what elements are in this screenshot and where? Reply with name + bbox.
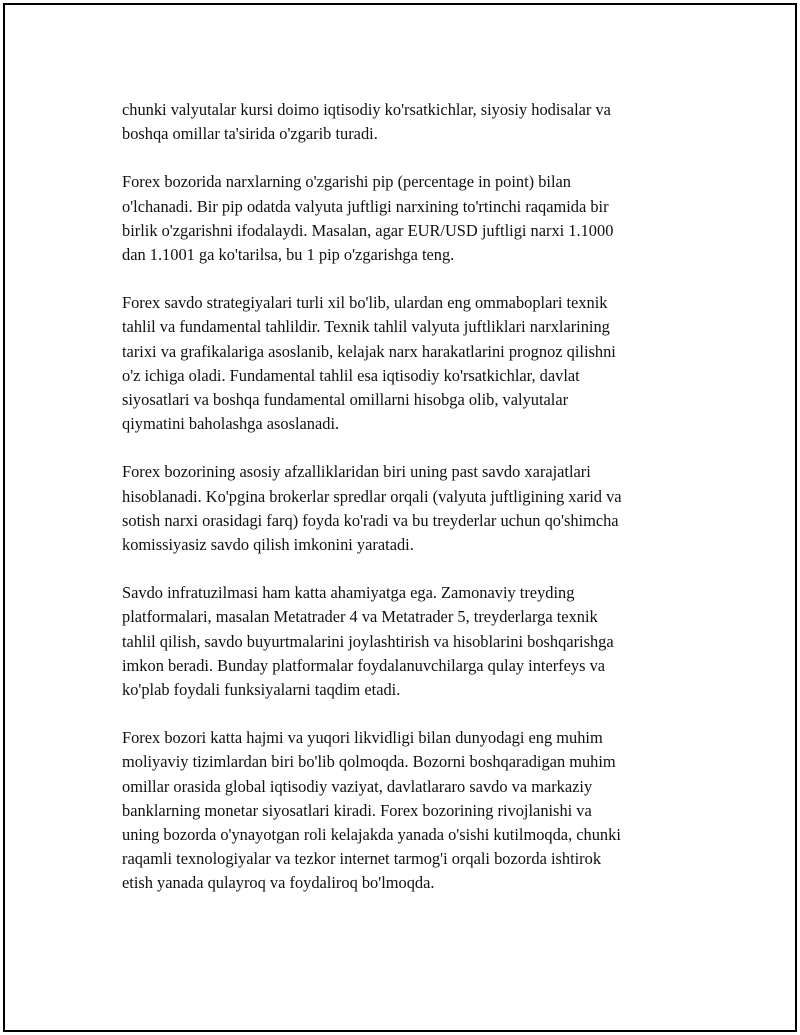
text-line: platformalari, masalan Metatrader 4 va Metatrader 5, treyderlarga texnik [122, 607, 598, 627]
text-line: chunki valyutalar kursi doimo iqtisodiy ko'rsatkichlar, siyosiy hodisalar va [122, 100, 611, 119]
text-line: komissiyasiz savdo qilish imkonini yaratadi. [122, 535, 414, 555]
text-line: Savdo infratuzilmasi ham katta ahamiyatga ega. Zamonaviy treyding [122, 583, 575, 603]
paragraph-4 [122, 460, 692, 557]
text-line: tarixi va grafikalariga asoslanib, kelajak narx harakatlarini prognoz qilishni [122, 341, 616, 361]
paragraph-5 [122, 581, 692, 702]
paragraph-2 [122, 170, 692, 267]
text-line: ko'plab foydali funksiyalarni taqdim etadi. [122, 680, 401, 700]
text-line: o'lchanadi. Bir pip odatda valyuta juftligi narxining to'rtinchi raqamida bir [122, 196, 609, 216]
text-line: tahlil qilish, savdo buyurtmalarini joylashtirish va hisoblarini boshqarishga [122, 631, 614, 651]
text-line: imkon beradi. Bunday platformalar foydalanuvchilarga qulay interfeys va [122, 655, 606, 675]
text-line: hisoblanadi. Ko'pgina brokerlar spredlar orqali (valyuta juftligining xarid va [122, 486, 622, 506]
paragraph-3 [122, 291, 692, 436]
text-line: etish yanada qulayroq va foydaliroq bo'lmoqda. [122, 873, 435, 893]
text-line: banklarning monetar siyosatlari kiradi. Forex bozorining rivojlanishi va [122, 800, 592, 820]
text-line: birlik o'zgarishni ifodalaydi. Masalan, agar EUR/USD juftligi narxi 1.1000 [122, 220, 614, 240]
text-line: omillar orasida global iqtisodiy vaziyat, davlatlararo savdo va markaziy [122, 776, 593, 796]
text-line: raqamli texnologiyalar va tezkor internet tarmog'i orqali bozorda ishtirok [122, 849, 602, 869]
text-line: moliyaviy tizimlardan biri bo'lib qolmoqda. Bozorni boshqaradigan muhim [122, 752, 616, 772]
text-line: boshqa omillar ta'sirida o'zgarib turadi. [122, 124, 378, 144]
text-line: qiymatini baholashga asoslanadi. [122, 414, 340, 434]
text-line: uning bozorda o'ynayotgan roli kelajakda yanada o'sishi kutilmoqda, chunki [122, 825, 621, 845]
text-line: tahlil va fundamental tahlildir. Texnik tahlil valyuta juftliklari narxlarining [122, 317, 610, 337]
text-line: dan 1.1001 ga ko'tarilsa, bu 1 pip o'zgarishga teng. [122, 245, 455, 265]
text-line: o'z ichiga oladi. Fundamental tahlil esa iqtisodiy ko'rsatkichlar, davlat [122, 365, 580, 385]
page-frame [3, 3, 797, 1032]
text-line: Forex bozorining asosiy afzalliklaridan biri uning past savdo xarajatlari [122, 462, 591, 482]
paragraph-6 [122, 726, 692, 895]
text-line: sotish narxi orasidagi farq) foyda ko'radi va bu treyderlar uchun qo'shimcha [122, 510, 619, 530]
text-line: Forex bozorida narxlarning o'zgarishi pip (percentage in point) bilan [122, 172, 571, 192]
text-line: Forex savdo strategiyalari turli xil bo'lib, ulardan eng ommaboplari texnik [122, 293, 608, 313]
paragraph-1 [122, 98, 692, 146]
document-body [122, 98, 692, 920]
text-line: Forex bozori katta hajmi va yuqori likvidligi bilan dunyodagi eng muhim [122, 728, 603, 748]
text-line: siyosatlari va boshqa fundamental omillarni hisobga olib, valyutalar [122, 390, 569, 410]
